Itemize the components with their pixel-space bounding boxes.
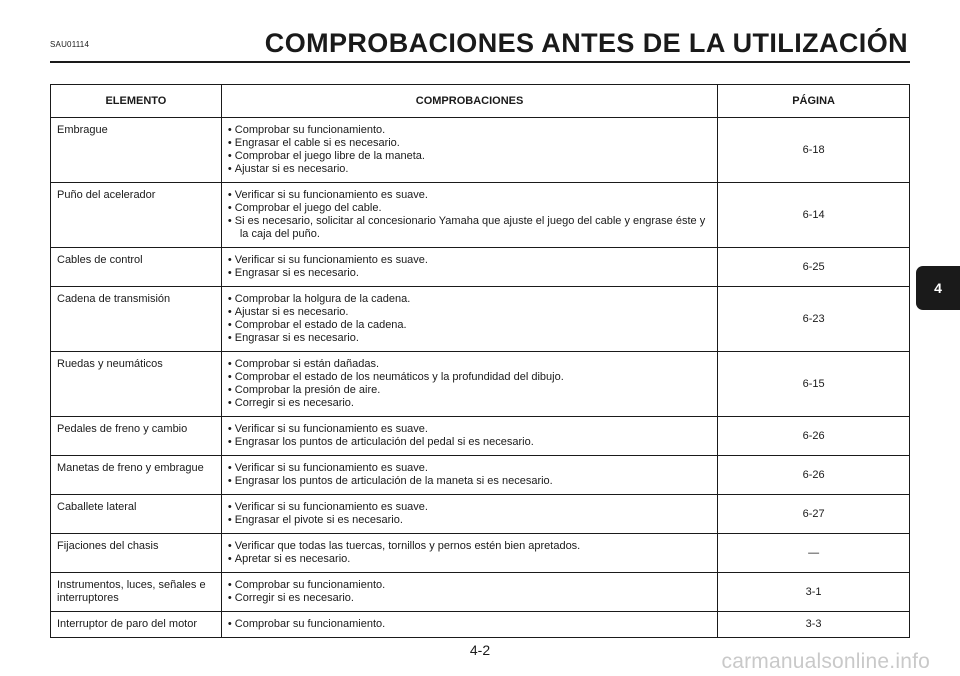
check-item: • Engrasar los puntos de articulación del pedal si es necesario. [228, 436, 711, 449]
page-reference-cell: — [718, 534, 910, 573]
table-row [51, 287, 910, 352]
page-reference-cell: 6-15 [718, 352, 910, 417]
check-item: • Corregir si es necesario. [228, 592, 711, 605]
checks-list [228, 501, 711, 527]
check-item: • Engrasar los puntos de articulación de la maneta si es necesario. [228, 475, 711, 488]
check-item: • Apretar si es necesario. [228, 553, 711, 566]
table-row [51, 495, 910, 534]
checks-cell [221, 352, 717, 417]
check-item: • Comprobar el estado de los neumáticos y la profundidad del dibujo. [228, 371, 711, 384]
checks-list [228, 254, 711, 280]
page-title: COMPROBACIONES ANTES DE LA UTILIZACIÓN [264, 28, 908, 58]
table-row [51, 248, 910, 287]
check-item: • Verificar si su funcionamiento es suave. [228, 423, 711, 436]
table-body [51, 118, 910, 638]
table-row [51, 118, 910, 183]
checks-cell [221, 183, 717, 248]
column-header-checks: COMPROBACIONES [221, 85, 717, 118]
column-header-page: PÁGINA [718, 85, 910, 118]
page-reference-cell: 6-25 [718, 248, 910, 287]
page-reference-cell: 6-27 [718, 495, 910, 534]
checks-cell [221, 612, 717, 638]
title-rule [50, 61, 910, 63]
checks-list [228, 124, 711, 176]
checks-cell [221, 118, 717, 183]
checks-cell [221, 573, 717, 612]
check-item: • Verificar si su funcionamiento es suave. [228, 462, 711, 475]
page-reference-cell: 6-26 [718, 456, 910, 495]
element-cell: Caballete lateral [51, 495, 222, 534]
document-code: SAU01114 [50, 40, 90, 49]
check-item: • Comprobar el juego del cable. [228, 202, 711, 215]
check-item: • Engrasar si es necesario. [228, 332, 711, 345]
table-header-row [51, 85, 910, 118]
element-cell: Puño del acelerador [51, 183, 222, 248]
checks-list [228, 189, 711, 241]
page-reference-cell: 3-1 [718, 573, 910, 612]
table-row [51, 183, 910, 248]
checks-list [228, 358, 711, 410]
page-reference-cell: 6-18 [718, 118, 910, 183]
checks-list [228, 423, 711, 449]
check-item: • Comprobar la presión de aire. [228, 384, 711, 397]
table-row [51, 534, 910, 573]
checks-list [228, 293, 711, 345]
table-row [51, 573, 910, 612]
element-cell: Cadena de transmisión [51, 287, 222, 352]
checks-list [228, 618, 711, 631]
check-item: • Corregir si es necesario. [228, 397, 711, 410]
element-cell: Manetas de freno y embrague [51, 456, 222, 495]
checks-cell [221, 417, 717, 456]
element-cell: Instrumentos, luces, señales e interruptores [51, 573, 222, 612]
check-item: • Verificar si su funcionamiento es suave. [228, 254, 711, 267]
page-reference-cell: 6-14 [718, 183, 910, 248]
checks-cell [221, 456, 717, 495]
table-row [51, 456, 910, 495]
check-item: • Comprobar el estado de la cadena. [228, 319, 711, 332]
check-item: • Engrasar el cable si es necesario. [228, 137, 711, 150]
check-item: • Ajustar si es necesario. [228, 163, 711, 176]
table-row [51, 352, 910, 417]
page-reference-cell: 6-23 [718, 287, 910, 352]
check-item: • Comprobar si están dañadas. [228, 358, 711, 371]
check-item: • Comprobar su funcionamiento. [228, 579, 711, 592]
check-item: • Si es necesario, solicitar al concesionario Yamaha que ajuste el juego del cable y engrase éste y la caja del puño. [228, 215, 711, 241]
page-number: 4-2 [469, 642, 491, 658]
element-cell: Pedales de freno y cambio [51, 417, 222, 456]
watermark: carmanualsonline.info [721, 650, 930, 673]
element-cell: Fijaciones del chasis [51, 534, 222, 573]
check-item: • Comprobar su funcionamiento. [228, 124, 711, 137]
check-item: • Verificar que todas las tuercas, tornillos y pernos estén bien apretados. [228, 540, 711, 553]
checks-cell [221, 287, 717, 352]
column-header-element: ELEMENTO [51, 85, 222, 118]
table-row [51, 417, 910, 456]
element-cell: Cables de control [51, 248, 222, 287]
check-item: • Comprobar el juego libre de la maneta. [228, 150, 711, 163]
checks-cell [221, 534, 717, 573]
check-item: • Engrasar el pivote si es necesario. [228, 514, 711, 527]
check-item: • Comprobar la holgura de la cadena. [228, 293, 711, 306]
element-cell: Embrague [51, 118, 222, 183]
check-item: • Verificar si su funcionamiento es suave. [228, 189, 711, 202]
page-reference-cell: 3-3 [718, 612, 910, 638]
checks-list [228, 462, 711, 488]
checks-cell [221, 495, 717, 534]
element-cell: Interruptor de paro del motor [51, 612, 222, 638]
table-row [51, 612, 910, 638]
check-item: • Verificar si su funcionamiento es suave. [228, 501, 711, 514]
checks-list [228, 579, 711, 605]
page-reference-cell: 6-26 [718, 417, 910, 456]
check-item: • Comprobar su funcionamiento. [228, 618, 711, 631]
checks-table [50, 84, 910, 638]
chapter-tab: 4 [916, 266, 960, 310]
element-cell: Ruedas y neumáticos [51, 352, 222, 417]
checks-cell [221, 248, 717, 287]
checks-list [228, 540, 711, 566]
check-item: • Engrasar si es necesario. [228, 267, 711, 280]
check-item: • Ajustar si es necesario. [228, 306, 711, 319]
